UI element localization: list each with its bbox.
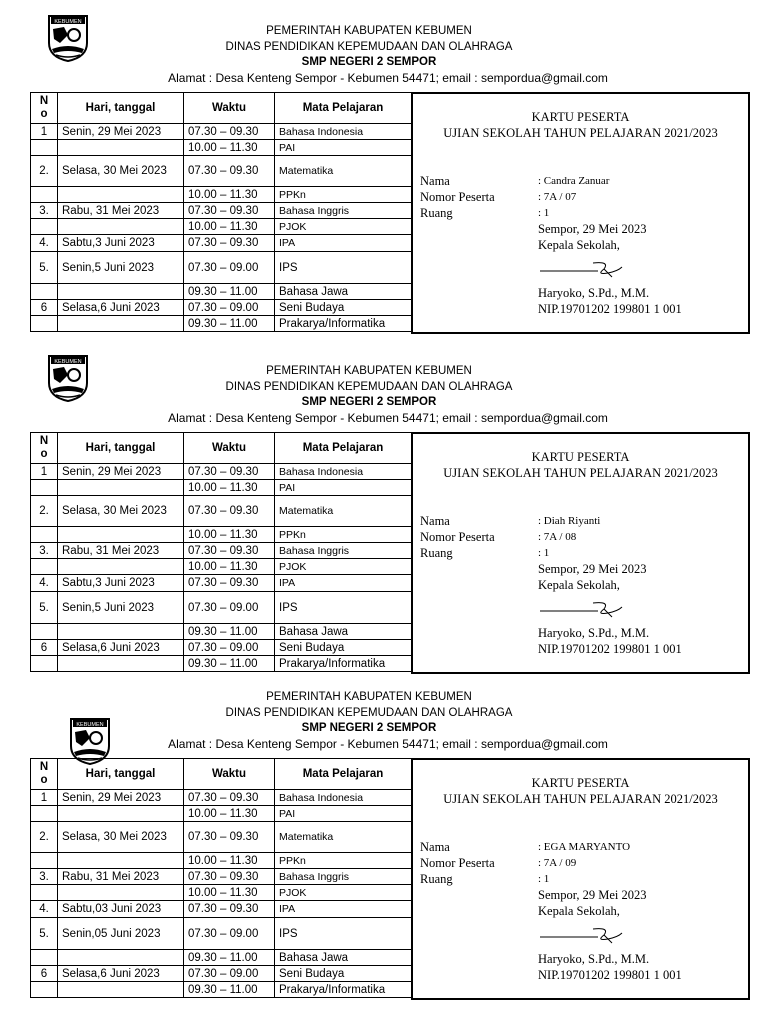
principal-name: Haryoko, S.Pd., M.M. [538, 286, 650, 300]
name-label: Nama [420, 174, 450, 188]
principal-nip: NIP.19701202 199801 1 001 [538, 302, 682, 316]
table-row: 1 Senin, 29 Mei 2023 07.30 – 09.30 Bahasa Indonesia [31, 124, 412, 140]
table-row: 10.00 – 11.30 PJOK [31, 219, 412, 235]
table-row: 1 Senin, 29 Mei 2023 07.30 – 09.30 Bahasa Indonesia [31, 464, 412, 480]
header-no: No [31, 759, 58, 790]
table-row: 10.00 – 11.30 PPKn [31, 187, 412, 203]
card-subtitle: UJIAN SEKOLAH TAHUN PELAJARAN 2021/2023 [443, 126, 718, 140]
government-name: PEMERINTAH KABUPATEN KEBUMEN [266, 365, 472, 377]
table-row: 10.00 – 11.30 PAI [31, 140, 412, 156]
principal-nip: NIP.19701202 199801 1 001 [538, 968, 682, 982]
table-row: 10.00 – 11.30 PAI [31, 806, 412, 822]
header-subject: Mata Pelajaran [275, 759, 412, 790]
principal-role: Kepala Sekolah, [538, 238, 620, 252]
principal-role: Kepala Sekolah, [538, 904, 620, 918]
card-subtitle: UJIAN SEKOLAH TAHUN PELAJARAN 2021/2023 [443, 466, 718, 480]
svg-text:KEBUMEN: KEBUMEN [54, 358, 82, 365]
svg-text:KEBUMEN: KEBUMEN [54, 18, 82, 25]
svg-text:KEBUMEN: KEBUMEN [76, 721, 104, 728]
table-header-row [31, 759, 412, 790]
place-date: Sempor, 29 Mei 2023 [538, 562, 647, 576]
table-row: 4. Sabtu,3 Juni 2023 07.30 – 09.30 IPA [31, 235, 412, 252]
principal-role: Kepala Sekolah, [538, 578, 620, 592]
table-row: 10.00 – 11.30 PPKn [31, 853, 412, 869]
table-row: 5. Senin,5 Juni 2023 07.30 – 09.00 IPS [31, 592, 412, 624]
table-header-row [31, 433, 412, 464]
schedule-table [30, 432, 412, 672]
principal-nip: NIP.19701202 199801 1 001 [538, 642, 682, 656]
participant-number: : 7A / 07 [538, 191, 577, 203]
school-name: SMP NEGERI 2 SEMPOR [301, 56, 437, 68]
table-row: 3. Rabu, 31 Mei 2023 07.30 – 09.30 Bahasa Inggris [31, 543, 412, 559]
participant-name: : Candra Zanuar [538, 175, 610, 187]
signature-icon [538, 925, 628, 945]
place-date: Sempor, 29 Mei 2023 [538, 222, 647, 236]
card-subtitle: UJIAN SEKOLAH TAHUN PELAJARAN 2021/2023 [443, 792, 718, 806]
schedule-table [30, 92, 412, 332]
school-name: SMP NEGERI 2 SEMPOR [301, 396, 437, 408]
signature-icon [538, 259, 628, 279]
place-date: Sempor, 29 Mei 2023 [538, 888, 647, 902]
table-row: 6 Selasa,6 Juni 2023 07.30 – 09.00 Seni Budaya [31, 966, 412, 982]
name-label: Nama [420, 514, 450, 528]
table-row: 3. Rabu, 31 Mei 2023 07.30 – 09.30 Bahasa Inggris [31, 869, 412, 885]
government-name: PEMERINTAH KABUPATEN KEBUMEN [266, 25, 472, 37]
header-no: No [31, 433, 58, 464]
name-label: Nama [420, 840, 450, 854]
participant-number: : 7A / 09 [538, 857, 577, 869]
principal-name: Haryoko, S.Pd., M.M. [538, 626, 650, 640]
room-label: Ruang [420, 206, 453, 220]
room-label: Ruang [420, 546, 453, 560]
table-row: 4. Sabtu,03 Juni 2023 07.30 – 09.30 IPA [31, 901, 412, 918]
table-row: 09.30 – 11.00 Prakarya/Informatika [31, 316, 412, 332]
school-address: Alamat : Desa Kenteng Sempor - Kebumen 54471; email : sempordua@gmail.com [168, 410, 608, 425]
table-row: 09.30 – 11.00 Bahasa Jawa [31, 950, 412, 966]
school-name: SMP NEGERI 2 SEMPOR [301, 722, 437, 734]
header-no: No [31, 93, 58, 124]
table-row: 09.30 – 11.00 Prakarya/Informatika [31, 982, 412, 998]
table-row: 1 Senin, 29 Mei 2023 07.30 – 09.30 Bahasa Indonesia [31, 790, 412, 806]
table-row: 6 Selasa,6 Juni 2023 07.30 – 09.00 Seni Budaya [31, 300, 412, 316]
agency-name: DINAS PENDIDIKAN KEPEMUDAAN DAN OLAHRAGA [225, 40, 513, 53]
room-label: Ruang [420, 872, 453, 886]
participant-number: : 7A / 08 [538, 531, 577, 543]
table-row: 09.30 – 11.00 Prakarya/Informatika [31, 656, 412, 672]
participant-room: : 1 [538, 207, 550, 219]
header-subject: Mata Pelajaran [275, 93, 412, 124]
government-name: PEMERINTAH KABUPATEN KEBUMEN [266, 691, 472, 703]
participant-name: : Diah Riyanti [538, 515, 601, 527]
card-title: KARTU PESERTA [531, 450, 630, 464]
table-header-row [31, 93, 412, 124]
card-title: KARTU PESERTA [531, 776, 630, 790]
header-day: Hari, tanggal [58, 433, 184, 464]
participant-room: : 1 [538, 547, 550, 559]
table-row: 5. Senin,05 Juni 2023 07.30 – 09.00 IPS [31, 918, 412, 950]
letterhead [0, 690, 768, 752]
participant-card [411, 758, 750, 1000]
header-day: Hari, tanggal [58, 759, 184, 790]
number-label: Nomor Peserta [420, 856, 495, 870]
table-row: 2. Selasa, 30 Mei 2023 07.30 – 09.30 Matematika [31, 822, 412, 853]
table-row: 4. Sabtu,3 Juni 2023 07.30 – 09.30 IPA [31, 575, 412, 592]
header-time: Waktu [184, 93, 275, 124]
agency-name: DINAS PENDIDIKAN KEPEMUDAAN DAN OLAHRAGA [225, 380, 513, 393]
table-row: 6 Selasa,6 Juni 2023 07.30 – 09.00 Seni Budaya [31, 640, 412, 656]
letterhead [0, 24, 768, 86]
table-row: 3. Rabu, 31 Mei 2023 07.30 – 09.30 Bahasa Inggris [31, 203, 412, 219]
table-row: 09.30 – 11.00 Bahasa Jawa [31, 624, 412, 640]
school-address: Alamat : Desa Kenteng Sempor - Kebumen 54471; email : sempordua@gmail.com [168, 736, 608, 751]
card-title: KARTU PESERTA [531, 110, 630, 124]
header-time: Waktu [184, 759, 275, 790]
participant-room: : 1 [538, 873, 550, 885]
header-subject: Mata Pelajaran [275, 433, 412, 464]
principal-name: Haryoko, S.Pd., M.M. [538, 952, 650, 966]
agency-name: DINAS PENDIDIKAN KEPEMUDAAN DAN OLAHRAGA [225, 706, 513, 719]
letterhead [0, 364, 768, 426]
participant-card [411, 92, 750, 334]
table-row: 2. Selasa, 30 Mei 2023 07.30 – 09.30 Matematika [31, 156, 412, 187]
table-row: 09.30 – 11.00 Bahasa Jawa [31, 284, 412, 300]
participant-card [411, 432, 750, 674]
table-row: 10.00 – 11.30 PPKn [31, 527, 412, 543]
signature-icon [538, 599, 628, 619]
table-row: 10.00 – 11.30 PJOK [31, 559, 412, 575]
participant-name: : EGA MARYANTO [538, 841, 631, 853]
schedule-table [30, 758, 412, 998]
table-row: 2. Selasa, 30 Mei 2023 07.30 – 09.30 Matematika [31, 496, 412, 527]
table-row: 10.00 – 11.30 PJOK [31, 885, 412, 901]
table-row: 10.00 – 11.30 PAI [31, 480, 412, 496]
header-time: Waktu [184, 433, 275, 464]
table-row: 5. Senin,5 Juni 2023 07.30 – 09.00 IPS [31, 252, 412, 284]
number-label: Nomor Peserta [420, 190, 495, 204]
header-day: Hari, tanggal [58, 93, 184, 124]
number-label: Nomor Peserta [420, 530, 495, 544]
school-address: Alamat : Desa Kenteng Sempor - Kebumen 54471; email : sempordua@gmail.com [168, 70, 608, 85]
